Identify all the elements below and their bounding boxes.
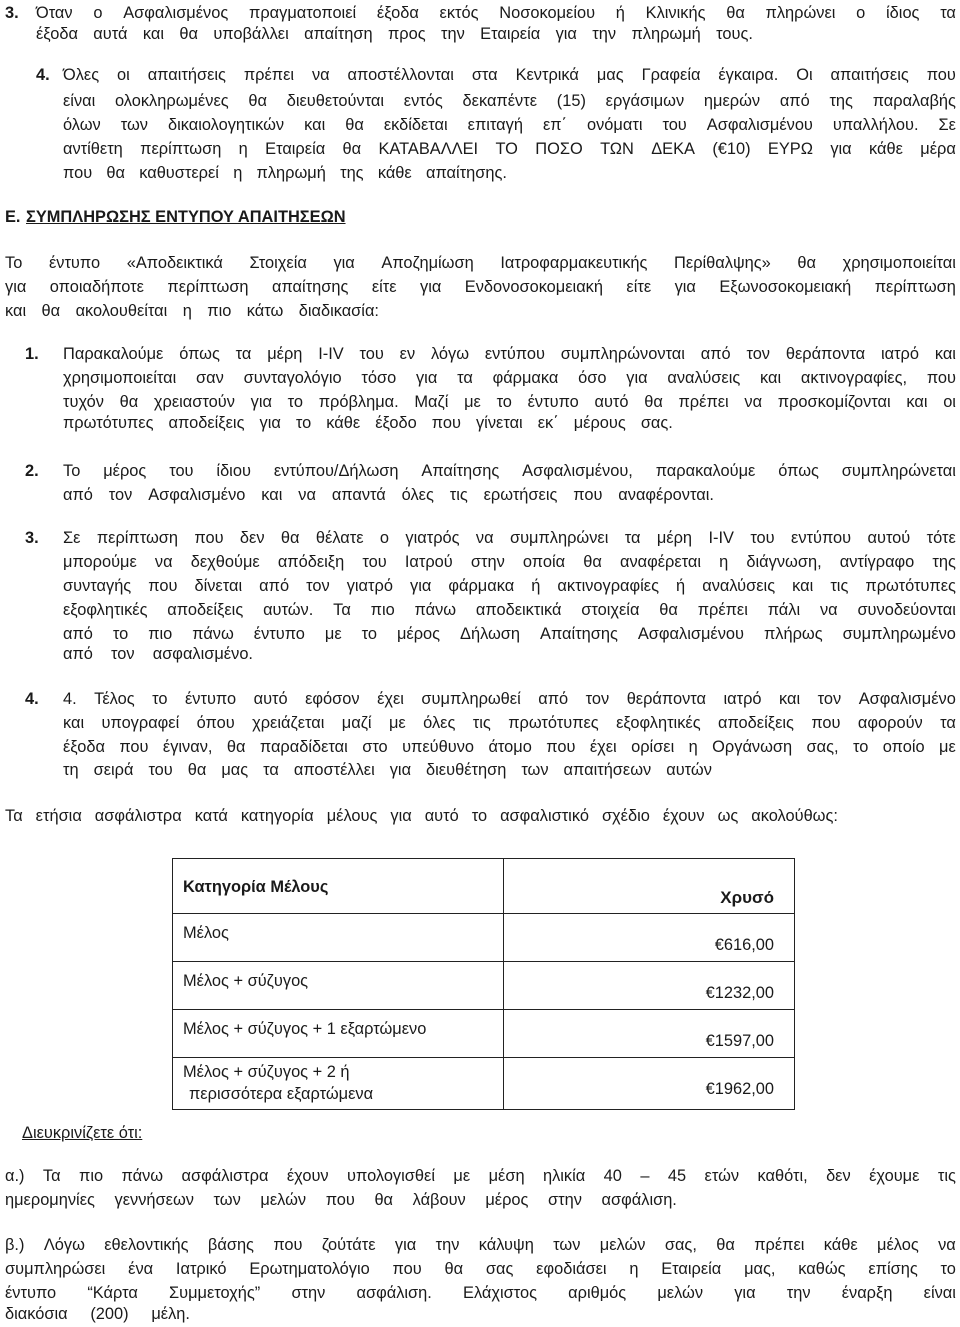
table-row [173,1010,795,1058]
step3-line-5: από το πιο πάνω έντυπο με το μέρος Δήλωση Απαίτησης Ασφαλισμένου πλήρως συμπληρωμένο [63,625,956,643]
table-header-plan: Χρυσό [504,859,795,914]
step2-number: 2. [25,462,39,480]
note-b-line-3: έντυπο “Κάρτα Συμμετοχής” στην ασφάλιση. Ελάχιστος αριθμός μελών για την έναρξη είναι [5,1284,956,1302]
step3-line-4: εξοφλητικές αποδείξεις αυτών. Τα πιο πάνω αποδεικτικά στοιχεία θα πρέπει πάλι να συνοδεύονται [63,601,956,619]
item4-line-4: αντίθετη περίπτωση η Εταιρεία θα ΚΑΤΑΒΑΛΛΕΙ ΤΟ ΠΟΣΟ ΤΩΝ ΔΕΚΑ (€10) ΕΥΡΩ για κάθε μέρα [63,140,956,158]
step4-number: 4. [25,690,39,708]
step4-line-3: έξοδα που έγιναν, θα παραδίδεται στο υπεύθυνο άτομο που έχει ορίσει η Οργάνωση σας, το οποίο με [63,738,956,756]
item4-line-5: που θα καθυστερεί η πληρωμή της κάθε απαίτησης. [63,164,507,182]
section-e-letter: Ε. [5,208,21,226]
intro-line-1: Το έντυπο «Αποδεικτικά Στοιχεία για Αποζημίωση Ιατροφαρμακευτικής Περίθαλψης» θα χρησιμοποιείται [5,254,956,272]
table-cell-category: Μέλος + σύζυγος + 2 ή περισσότερα εξαρτώμενα [173,1058,504,1110]
table-row [173,962,795,1010]
step1-line-1: Παρακαλούμε όπως τα μέρη I-IV του εν λόγω εντύπου συμπληρώνονται από τον θεράποντα ιατρό και [63,345,956,363]
step1-line-3: τυχόν θα χρειαστούν για το πρόβλημα. Μαζί με το έντυπο αυτό θα πρέπει να προσκομίζονται και οι [63,393,956,411]
table-header-category: Κατηγορία Μέλους [173,859,504,914]
item4-line-2: είναι ολοκληρωμένες θα διευθετούνται εντός δεκαπέντε (15) εργάσιμων ημερών από της παραλαβής [63,92,956,110]
table-cell-category: Μέλος + σύζυγος [173,962,504,1010]
item4-line-1: Όλες οι απαιτήσεις πρέπει να αποστέλλονται στα Κεντρικά μας Γραφεία έγκαιρα. Οι απαιτήσεις που [63,66,956,84]
step4-line-1: 4. Τέλος το έντυπο αυτό εφόσον έχει συμπληρωθεί από τον θεράποντα ιατρό και τον Ασφαλισμένο [63,690,956,708]
table-cell-amount: €1597,00 [504,1010,795,1058]
note-b-line-1: β.) Λόγω εθελοντικής βάσης που ζούτάτε για την κάλυψη των μελών σας, θα πρέπει κάθε μέλος να [5,1236,956,1254]
step3-line-2: μπορούμε να δεχθούμε απόδειξη του Ιατρού στην οποία θα αναφέρεται η διάγνωση, αντίγραφο της [63,553,956,571]
step2-line-1: Το μέρος του ίδιου εντύπου/Δήλωση Απαίτησης Ασφαλισμένου, παρακαλούμε όπως συμπληρώνεται [63,462,956,480]
intro-line-2: για οποιαδήποτε περίπτωση απαίτησης είτε για Ενδονοσοκομειακή είτε για Εξωνοσοκομειακή περίπτωση [5,278,956,296]
section-e-title: ΣΥΜΠΛΗΡΩΣΗΣ ΕΝΤΥΠΟΥ ΑΠΑΙΤΗΣΕΩΝ [26,208,346,226]
intro-line-3: και θα ακολουθείται η πιο κάτω διαδικασία: [5,302,379,320]
note-a-line-1: α.) Τα πιο πάνω ασφάλιστρα έχουν υπολογισθεί με μέση ηλικία 40 – 45 ετών καθότι, δεν έχουμε τις [5,1167,956,1185]
premium-intro: Τα ετήσια ασφάλιστρα κατά κατηγορία μέλους για αυτό το ασφαλιστικό σχέδιο έχουν ως ακολούθως: [5,807,838,825]
item4-line-3: όλων των δικαιολογητικών και θα εκδίδεται επιταγή επ΄ ονόματι του Ασφαλισμένου υπαλλήλου. Σε [63,116,956,134]
item3-line-2: έξοδα αυτά και θα υποβάλλει απαίτηση προς την Εταιρεία για την πληρωμή τους. [36,25,753,43]
table-cell-category: Μέλος + σύζυγος + 1 εξαρτώμενο [173,1010,504,1058]
step3-line-3: συνταγής που δίνεται από τον γιατρό για φάρμακα ή ακτινογραφίες ή αναλύσεις και τις πρωτότυπες [63,577,956,595]
item3-line-1: Όταν ο Ασφαλισμένος πραγματοποιεί έξοδα εκτός Νοσοκομείου ή Κλινικής θα πληρώνει ο ίδιος τα [36,4,956,22]
step4-line-2: και υπογραφεί όπου χρειάζεται μαζί με όλες τις πρωτότυπες εξοφλητικές αποδείξεις που αφορούν τα [63,714,956,732]
premium-table [172,858,795,1110]
table-cell-category: Μέλος [173,914,504,962]
step3-line-1: Σε περίπτωση που δεν θα θέλατε ο γιατρός να συμπληρώνει τα μέρη I-IV του εντύπου αυτού τότε [63,529,956,547]
table-cell-amount: €616,00 [504,914,795,962]
step4-line-4: τη σειρά του θα μας τα αποστέλλει για διευθέτηση των απαιτήσεων αυτών [63,761,712,779]
note-b-line-2: συμπληρώσει ένα Ιατρικό Ερωτηματολόγιο που θα σας εφοδιάσει η Εταιρεία μας, καθώς επίσης το [5,1260,956,1278]
step1-line-4: πρωτότυπες αποδείξεις για το κάθε έξοδο που γίνεται εκ΄ μέρους σας. [63,414,673,432]
step3-number: 3. [25,529,39,547]
clarify-label: Διευκρινίζετε ότι: [22,1124,143,1142]
note-a-line-2: ημερομηνίες γεννήσεων των μελών που θα λάβουν μέρος στην ασφάλιση. [5,1191,677,1209]
table-cell-amount: €1232,00 [504,962,795,1010]
table-row [173,1058,795,1110]
step3-line-6: από τον ασφαλισμένο. [63,645,253,663]
note-b-line-4: διακόσια (200) μέλη. [5,1305,190,1323]
item3-number: 3. [5,4,19,22]
table-row [173,914,795,962]
step1-line-2: χρησιμοποιείται σαν συνταγολόγιο τόσο για τα φάρμακα όσο για αναλύσεις και ακτινογραφίες, που [63,369,956,387]
table-cell-amount: €1962,00 [504,1058,795,1110]
step2-line-2: από τον Ασφαλισμένο και να απαντά όλες τις ερωτήσεις που αναφέρονται. [63,486,714,504]
item4-number: 4. [36,66,50,84]
step1-number: 1. [25,345,39,363]
